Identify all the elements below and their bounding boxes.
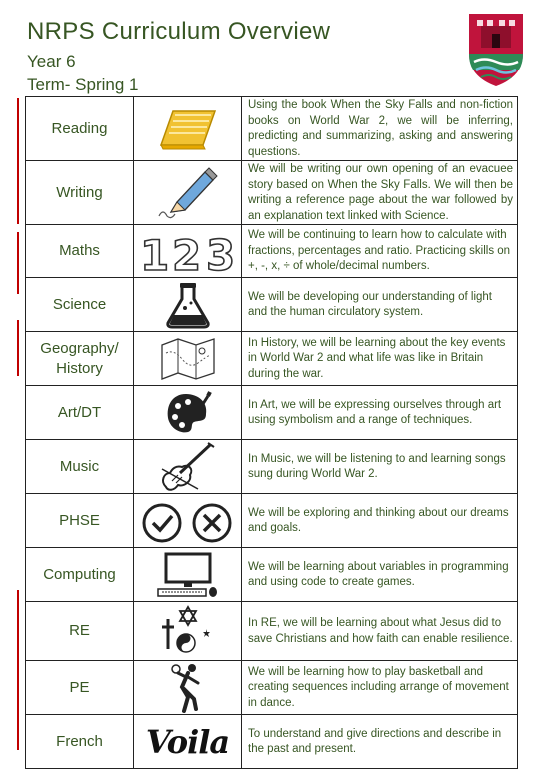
subject-description: Using the book When the Sky Falls and non-fiction books on World War 2, we will be inferring, predicting and summarizing, asking and answering questions. (242, 97, 518, 161)
subject-description: In Art, we will be expressing ourselves through art using symbolism and a range of techniques. (242, 386, 518, 440)
year-label: Year 6 (27, 52, 76, 71)
subject-label: Music (26, 440, 134, 494)
table-row (26, 161, 518, 225)
book-icon (134, 97, 242, 161)
subject-label: Geography/ History (26, 332, 134, 386)
subject-label: French (26, 715, 134, 769)
svg-text:2: 2 (171, 231, 201, 274)
table-row (26, 548, 518, 602)
computer-icon (134, 548, 242, 602)
flask-icon (134, 278, 242, 332)
voila-text: Voila (145, 722, 230, 761)
map-icon (134, 332, 242, 386)
subject-description: We will be learning how to play basketball and creating sequences including arrange of movement in dance. (242, 661, 518, 715)
table-row (26, 386, 518, 440)
margin-line (17, 590, 19, 750)
table-row (26, 602, 518, 661)
subject-label: Science (26, 278, 134, 332)
subject-description: To understand and give directions and describe in the past and present. (242, 715, 518, 769)
violin-icon (134, 440, 242, 494)
page-title: NRPS Curriculum Overview (27, 18, 331, 45)
table-row (26, 715, 518, 769)
margin-line (17, 320, 19, 376)
subject-description: We will be writing our own opening of an evacuee story based on When the Sky Falls. We will then be writing a reference page about the war followed by an explanation text linked with Science. (242, 161, 518, 225)
subject-label: Art/DT (26, 386, 134, 440)
religious-symbols-icon (134, 602, 242, 661)
basketball-player-icon (134, 661, 242, 715)
term-label: Term- Spring 1 (27, 75, 139, 94)
table-row (26, 440, 518, 494)
table-row (26, 494, 518, 548)
subject-description: We will be continuing to learn how to calculate with fractions, percentages and ratio. Practicing skills on +, -, x, ÷ of whole/decimal numbers. (242, 225, 518, 278)
margin-line (17, 232, 19, 294)
subject-description: In History, we will be learning about the key events in World War 2 and what life was like in Britain during the war. (242, 332, 518, 386)
subject-label: Maths (26, 225, 134, 278)
subject-description: In RE, we will be learning about what Jesus did to save Christians and how faith can enable resilience. (242, 602, 518, 661)
subject-label: PE (26, 661, 134, 715)
voila-text-icon (134, 715, 242, 769)
subject-label: PHSE (26, 494, 134, 548)
table-row (26, 97, 518, 161)
svg-text:1: 1 (139, 231, 169, 274)
numbers-123-icon (134, 225, 242, 278)
subject-label: Computing (26, 548, 134, 602)
palette-icon (134, 386, 242, 440)
subject-description: We will be learning about variables in programming and using code to create games. (242, 548, 518, 602)
svg-text:3: 3 (205, 231, 235, 274)
table-row (26, 225, 518, 278)
subject-description: In Music, we will be listening to and learning songs sung during World War 2. (242, 440, 518, 494)
subject-label: RE (26, 602, 134, 661)
subject-description: We will be exploring and thinking about our dreams and goals. (242, 494, 518, 548)
curriculum-table (25, 96, 518, 769)
subject-label: Reading (26, 97, 134, 161)
table-row (26, 332, 518, 386)
table-row (26, 661, 518, 715)
subject-description: We will be developing our understanding of light and the human circulatory system. (242, 278, 518, 332)
subject-label: Writing (26, 161, 134, 225)
school-crest-icon (467, 10, 525, 88)
pencil-icon (134, 161, 242, 225)
margin-line (17, 98, 19, 224)
table-row (26, 278, 518, 332)
check-cross-icon (134, 494, 242, 548)
